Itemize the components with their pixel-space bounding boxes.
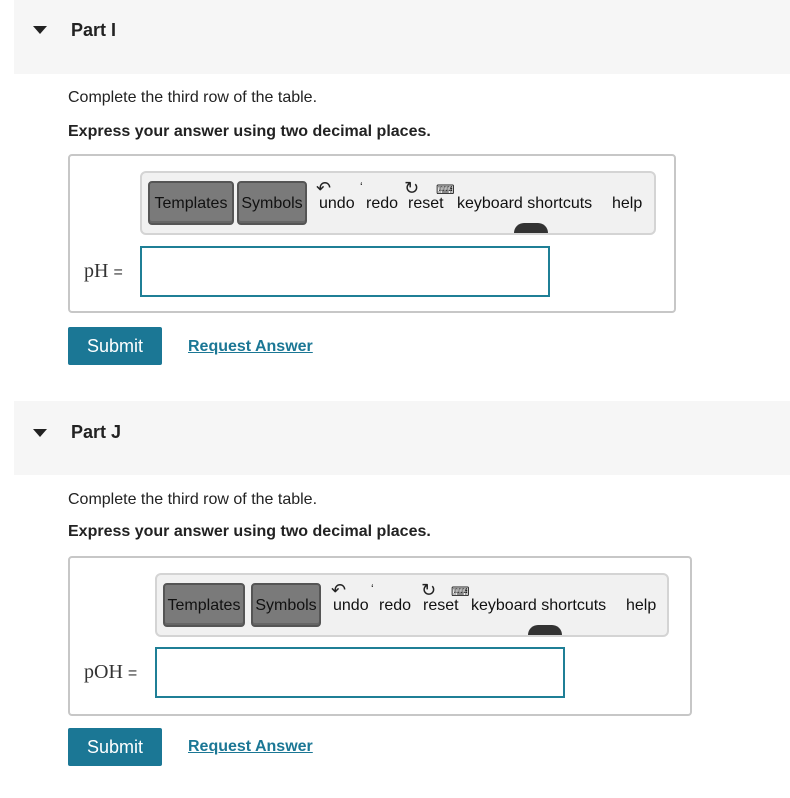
tooltip-indicator-icon — [528, 625, 562, 635]
equals-sign: = — [127, 665, 138, 682]
ph-answer-input[interactable] — [140, 246, 550, 297]
format-note: Express your answer using two decimal places. — [68, 523, 431, 540]
keyboard-shortcuts-button[interactable]: keyboard shortcuts — [471, 597, 607, 614]
variable-label — [84, 661, 137, 684]
undo-button[interactable]: undo — [333, 597, 369, 614]
math-toolbar — [155, 573, 669, 637]
keyboard-icon[interactable]: ⌨ — [436, 182, 455, 197]
reset-button[interactable]: reset — [408, 195, 444, 212]
part-j-header[interactable] — [14, 401, 790, 475]
math-toolbar — [140, 171, 656, 235]
symbols-button[interactable]: Symbols — [237, 181, 307, 225]
help-button[interactable]: help — [626, 597, 657, 614]
keyboard-shortcuts-button[interactable]: keyboard shortcuts — [457, 195, 593, 212]
format-note: Express your answer using two decimal places. — [68, 123, 431, 140]
poh-answer-input[interactable] — [155, 647, 565, 698]
templates-button[interactable]: Templates — [148, 181, 234, 225]
submit-button[interactable]: Submit — [68, 728, 162, 766]
answer-box — [68, 556, 692, 716]
redo-icon[interactable]: ʻ — [360, 180, 363, 194]
symbols-button[interactable]: Symbols — [251, 583, 321, 627]
help-button[interactable]: help — [612, 195, 643, 212]
part-title: Part I — [71, 20, 117, 40]
part-title: Part J — [71, 422, 122, 442]
undo-icon[interactable]: ↶ — [316, 178, 332, 198]
collapse-caret-icon[interactable] — [33, 429, 47, 437]
instruction-text: Complete the third row of the table. — [68, 491, 318, 508]
undo-button[interactable]: undo — [319, 195, 355, 212]
reset-icon[interactable]: ↻ — [421, 580, 437, 600]
variable-name: pOH — [84, 661, 123, 683]
variable-name: pH — [84, 260, 109, 282]
keyboard-icon[interactable]: ⌨ — [451, 584, 470, 599]
collapse-caret-icon[interactable] — [33, 26, 47, 34]
reset-button[interactable]: reset — [423, 597, 459, 614]
request-answer-link[interactable]: Request Answer — [188, 738, 313, 755]
undo-icon[interactable]: ↶ — [331, 580, 347, 600]
redo-icon[interactable]: ʻ — [371, 582, 374, 596]
variable-label — [84, 260, 123, 283]
equals-sign: = — [113, 264, 123, 281]
templates-button[interactable]: Templates — [163, 583, 245, 627]
part-i-header[interactable] — [14, 0, 790, 74]
answer-box — [68, 154, 676, 313]
instruction-text: Complete the third row of the table. — [68, 89, 318, 106]
redo-button[interactable]: redo — [379, 597, 412, 614]
reset-icon[interactable]: ↻ — [404, 178, 420, 198]
request-answer-link[interactable]: Request Answer — [188, 338, 313, 355]
submit-button[interactable]: Submit — [68, 327, 162, 365]
redo-button[interactable]: redo — [366, 195, 399, 212]
tooltip-indicator-icon — [514, 223, 548, 233]
